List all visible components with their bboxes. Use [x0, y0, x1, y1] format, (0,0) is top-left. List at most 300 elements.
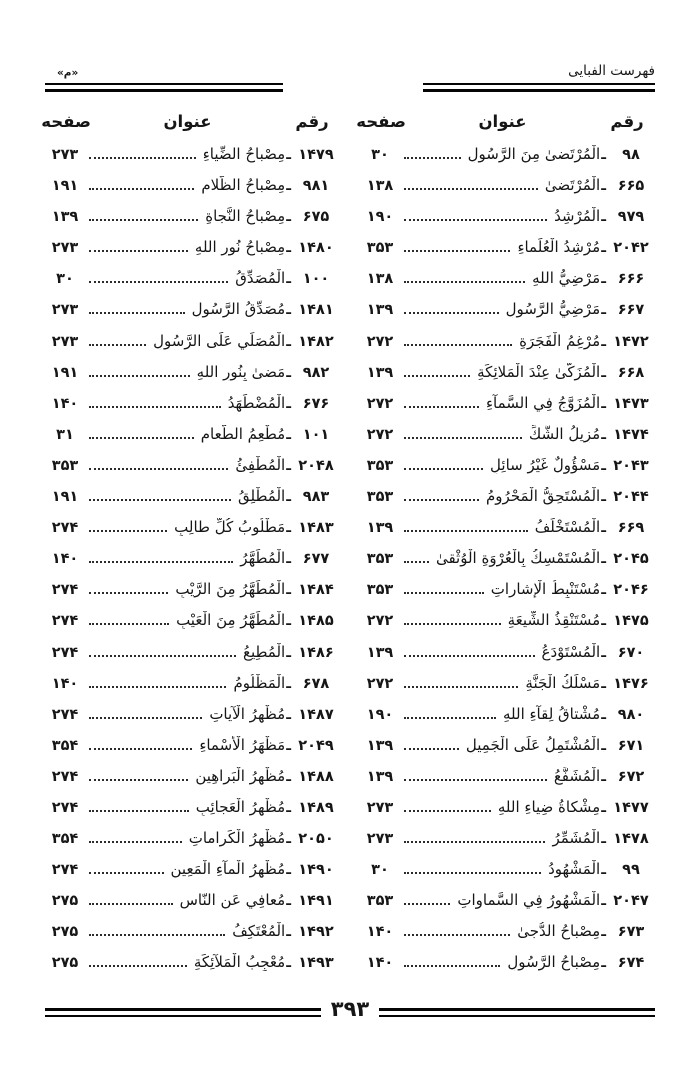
column-header-page: صفحه [41, 112, 91, 131]
entry-page-number: ۱۳۸ [366, 271, 394, 288]
entry-page-number: ۱۴۰ [51, 675, 79, 692]
entry-page-number: ۲۷۳ [366, 799, 394, 816]
entry-dash: ـ [601, 924, 606, 941]
entry-dash: ـ [286, 457, 291, 474]
index-entry-row [45, 456, 340, 487]
entry-page-number: ۲۷۵ [51, 893, 79, 910]
entry-title: الْمُطْلِقُ [238, 487, 286, 506]
dot-leader [89, 155, 196, 159]
entry-page-number: ۲۷۵ [51, 955, 79, 972]
dot-leader [89, 808, 189, 812]
entry-number: ۱۴۸۸ [298, 768, 334, 785]
entry-dash: ـ [286, 551, 291, 568]
entry-dash: ـ [601, 737, 606, 754]
index-entry-row [45, 238, 340, 269]
entry-page-number: ۱۳۹ [366, 644, 394, 661]
entry-title: مُشْتاقُ لِقآءِ اللهِ [502, 704, 601, 723]
index-entry-row [45, 860, 340, 891]
index-entry-row [360, 767, 655, 798]
dot-leader [404, 901, 450, 905]
entry-number: ۱۴۷۸ [613, 831, 649, 848]
entry-dash: ـ [601, 831, 606, 848]
entry-title: الْمُرْتَضىٰ [544, 176, 601, 195]
entry-number: ۱۴۸۵ [298, 613, 334, 630]
index-entry-row [360, 269, 655, 300]
entry-number: ۱۴۹۲ [298, 924, 334, 941]
entry-dash: ـ [601, 147, 606, 163]
index-entry-row [360, 238, 655, 269]
dot-leader [89, 497, 231, 501]
entry-dash: ـ [601, 520, 606, 537]
index-entry-row [360, 922, 655, 953]
page-footer [45, 997, 655, 1023]
dot-leader [404, 963, 500, 967]
entry-page-number: ۲۷۲ [366, 426, 394, 443]
entry-dash: ـ [601, 675, 606, 692]
dot-leader [404, 932, 510, 936]
entry-page-number: ۳۵۳ [366, 489, 394, 506]
entry-page-number: ۲۷۲ [366, 675, 394, 692]
dot-leader [89, 559, 233, 563]
index-entry-row [45, 767, 340, 798]
dot-leader [404, 497, 479, 501]
entry-dash: ـ [286, 333, 291, 350]
dot-leader [89, 870, 164, 874]
entry-dash: ـ [601, 489, 606, 506]
index-title: فهرست الفبایی [568, 63, 655, 79]
dot-leader [404, 310, 499, 314]
entry-dash: ـ [286, 395, 291, 412]
entry-number: ۱۴۷۷ [613, 799, 649, 816]
entry-dash: ـ [286, 240, 291, 257]
entry-dash: ـ [601, 240, 606, 257]
index-entry-row [360, 487, 655, 518]
entry-number: ۱۴۹۰ [298, 862, 334, 879]
dot-leader [89, 248, 188, 252]
entry-dash: ـ [601, 426, 606, 443]
entry-page-number: ۲۷۲ [366, 333, 394, 350]
entry-page-number: ۲۷۴ [51, 799, 79, 816]
entry-page-number: ۱۹۱ [51, 489, 79, 506]
entry-title: الْمُسْتَوْدَعُ [541, 642, 601, 661]
dot-leader [404, 404, 479, 408]
entry-dash: ـ [601, 178, 606, 195]
index-entry-row [45, 798, 340, 829]
dot-leader [89, 746, 192, 750]
running-head [45, 62, 655, 92]
entry-title: مِصْباحُ النَّجاةِ [205, 207, 286, 226]
index-entry-row [45, 643, 340, 674]
entry-dash: ـ [601, 364, 606, 381]
dot-leader [404, 435, 522, 439]
entry-number: ۶۷۴ [617, 955, 645, 972]
dot-leader [404, 373, 470, 377]
folio-page-number: ۳۹۳ [330, 997, 370, 1021]
entry-dash: ـ [286, 924, 291, 941]
dot-leader [404, 528, 528, 532]
entry-title: مَطْلُوبُ كُلِّ طالِبٍ [174, 518, 286, 537]
column-header-number: رقم [295, 112, 329, 131]
entry-number: ۲۰۴۷ [613, 893, 649, 910]
entry-number: ۱۴۷۶ [613, 675, 649, 692]
entry-page-number: ۲۷۴ [51, 644, 79, 661]
entry-page-number: ۲۷۲ [366, 613, 394, 630]
entry-number: ۹۸۱ [302, 178, 330, 195]
index-entry-row [45, 953, 340, 984]
entry-page-number: ۳۵۳ [366, 582, 394, 599]
index-entry-row [360, 674, 655, 705]
dot-leader [404, 715, 496, 719]
index-entry-row [45, 332, 340, 363]
entry-title: مِصْباحُ الرَّسُولِ [507, 953, 601, 972]
entry-title: مُطْعِمُ الطَّعامِ [200, 424, 286, 443]
entry-number: ۲۰۴۵ [613, 551, 649, 568]
entry-number: ۹۸۳ [302, 489, 330, 506]
dot-leader [89, 373, 190, 377]
entry-number: ۱۴۷۲ [613, 333, 649, 350]
dot-leader [404, 342, 512, 346]
index-entry-row [45, 829, 340, 860]
dot-leader [89, 590, 168, 594]
index-entry-row [360, 860, 655, 891]
entry-title: الْمُسْتَخْلَفُ [534, 518, 601, 537]
entry-number: ۱۴۷۹ [298, 147, 334, 163]
entry-page-number: ۲۷۴ [51, 768, 79, 785]
column-header-title: عنوان [478, 112, 527, 131]
index-entry-row [45, 176, 340, 207]
entry-title: الْمُضْطَهَدُ [227, 393, 286, 412]
entry-title: مُظْهِرُ الْمآءِ الْمَعِينِ [170, 860, 286, 879]
index-entry-row [360, 829, 655, 860]
footer-rule-right [379, 1008, 655, 1017]
entry-dash: ـ [286, 178, 291, 195]
index-entry-row [360, 300, 655, 331]
entry-dash: ـ [601, 799, 606, 816]
dot-leader [89, 186, 194, 190]
dot-leader [89, 435, 194, 439]
entry-number: ۱۴۸۱ [298, 302, 334, 319]
entry-dash: ـ [286, 644, 291, 661]
entry-page-number: ۱۳۹ [366, 768, 394, 785]
entry-number: ۶۷۰ [617, 644, 645, 661]
index-entry-row [45, 922, 340, 953]
entry-number: ۲۰۴۹ [298, 737, 334, 754]
entry-number: ۱۴۸۴ [298, 582, 334, 599]
index-entry-row [45, 487, 340, 518]
dot-leader [404, 777, 547, 781]
entry-title: الْمُطِيعُ [242, 642, 286, 661]
entry-title: مُظْهِرُ الْآياتِ [209, 704, 286, 723]
entry-title: الْمُصَلِّي عَلَى الرَّسُولِ [153, 331, 286, 350]
entry-page-number: ۲۷۳ [51, 147, 79, 163]
entry-page-number: ۱۹۰ [366, 706, 394, 723]
entry-title: مُظْهِرُ الْبَراهِينِ [195, 766, 286, 785]
index-entry-row [45, 145, 340, 176]
entry-number: ۶۷۵ [302, 209, 330, 226]
index-entry-row [45, 425, 340, 456]
running-head-left [45, 67, 283, 92]
index-entry-row [45, 207, 340, 238]
index-column-right [356, 112, 655, 985]
entry-page-number: ۲۷۴ [51, 613, 79, 630]
entry-page-number: ۲۷۵ [51, 924, 79, 941]
entry-number: ۹۹ [622, 862, 640, 879]
entry-dash: ـ [286, 520, 291, 537]
running-head-right [423, 62, 655, 92]
dot-leader [89, 901, 173, 905]
index-entry-row [360, 798, 655, 829]
entry-number: ۹۸۲ [302, 364, 330, 381]
entry-page-number: ۱۹۱ [51, 178, 79, 195]
entry-number: ۶۶۶ [617, 271, 645, 288]
entry-number: ۶۶۵ [617, 178, 645, 195]
dot-leader [404, 621, 501, 625]
entry-number: ۱۴۷۵ [613, 613, 649, 630]
index-entry-row [45, 518, 340, 549]
entry-page-number: ۲۷۴ [51, 520, 79, 537]
dot-leader [404, 248, 510, 252]
entry-dash: ـ [286, 209, 291, 226]
entry-title: الْمُطَهَّرُ مِنَ الْعَيْبِ [176, 611, 286, 630]
entry-number: ۱۴۸۶ [298, 644, 334, 661]
entry-page-number: ۳۵۴ [51, 831, 79, 848]
index-column-left [41, 112, 340, 985]
entry-title: الْمُصَدِّقُ [235, 269, 286, 288]
entry-page-number: ۳۵۳ [366, 551, 394, 568]
entry-page-number: ۱۳۹ [366, 302, 394, 319]
dot-leader [404, 653, 535, 657]
entry-page-number: ۲۷۴ [51, 582, 79, 599]
entry-title: الْمُشْتَمِلُ عَلَى الْجَمِيلِ [465, 735, 601, 754]
entry-dash: ـ [286, 489, 291, 506]
entry-title: الْمُزَكّىٰ عِنْدَ الْمَلائِكَةِ [477, 362, 601, 381]
index-entry-row [45, 300, 340, 331]
entry-dash: ـ [601, 302, 606, 319]
index-entry-row [360, 363, 655, 394]
entry-page-number: ۱۴۰ [366, 924, 394, 941]
entry-page-number: ۳۵۴ [51, 737, 79, 754]
dot-leader [89, 715, 202, 719]
entry-page-number: ۳۵۳ [366, 240, 394, 257]
entry-title: مَظْهَرُ الْأَسْماءِ [199, 735, 286, 754]
index-entry-row [360, 332, 655, 363]
entry-dash: ـ [286, 426, 291, 443]
header-rule-left [45, 83, 283, 92]
entry-title: مَضىٰ بِنُورِ اللهِ [196, 362, 286, 381]
entry-dash: ـ [601, 395, 606, 412]
entry-number: ۲۰۵۰ [298, 831, 334, 848]
entry-title: الْمَظْلُومُ [233, 673, 286, 692]
entry-title: مِصْباحُ الظَّلامِ [201, 176, 286, 195]
index-entry-row [360, 176, 655, 207]
entry-dash: ـ [286, 613, 291, 630]
entry-dash: ـ [286, 862, 291, 879]
entry-title: مِصْباحُ الضِّياءِ [202, 145, 286, 163]
entry-page-number: ۳۰ [371, 147, 389, 163]
entry-dash: ـ [601, 333, 606, 350]
entry-title: مِصْباحُ نُورِ اللهِ [194, 238, 286, 257]
index-entry-row [45, 549, 340, 580]
column-header-left [41, 112, 340, 145]
column-header-number: رقم [610, 112, 644, 131]
dot-leader [404, 466, 483, 470]
index-entry-row [360, 891, 655, 922]
entry-page-number: ۱۳۹ [366, 520, 394, 537]
dot-leader [89, 279, 228, 283]
dot-leader [89, 932, 225, 936]
entry-dash: ـ [286, 271, 291, 288]
entry-title: الْمُشَمِّرُ [552, 829, 601, 848]
entry-dash: ـ [601, 644, 606, 661]
dot-leader [89, 310, 185, 314]
index-entry-row [45, 611, 340, 642]
entry-number: ۲۰۴۲ [613, 240, 649, 257]
column-header-page: صفحه [356, 112, 406, 131]
index-entry-row [360, 549, 655, 580]
entry-title: مُعْجِبُ الْمَلآئِكَةِ [193, 953, 286, 972]
entry-dash: ـ [601, 457, 606, 474]
index-columns [41, 112, 655, 985]
entry-page-number: ۱۳۹ [366, 737, 394, 754]
entry-dash: ـ [286, 675, 291, 692]
entry-dash: ـ [601, 955, 606, 972]
entry-dash: ـ [286, 737, 291, 754]
index-entry-row [360, 643, 655, 674]
entry-dash: ـ [286, 302, 291, 319]
column-header-right [356, 112, 655, 145]
entry-page-number: ۲۷۴ [51, 862, 79, 879]
index-entry-row [45, 705, 340, 736]
entry-page-number: ۱۴۰ [366, 955, 394, 972]
entry-page-number: ۱۴۰ [51, 551, 79, 568]
section-letter-marker: «م» [57, 67, 79, 80]
entry-title: مُرْغِمُ الْفَجَرَةِ [519, 331, 601, 350]
entry-title: مُسْتَنْبِطُ الْإِشاراتِ [490, 580, 601, 599]
entry-page-number: ۲۷۳ [51, 333, 79, 350]
dot-leader [404, 279, 525, 283]
column-header-title: عنوان [163, 112, 212, 131]
entry-title: الْمُطَهَّرُ [240, 549, 286, 568]
entry-page-number: ۳۰ [56, 271, 74, 288]
index-entry-row [360, 736, 655, 767]
index-entry-row [360, 953, 655, 984]
entry-dash: ـ [286, 799, 291, 816]
entry-number: ۲۰۴۳ [613, 457, 649, 474]
entry-page-number: ۲۷۳ [51, 240, 79, 257]
entry-dash: ـ [286, 831, 291, 848]
entry-title: الْمُرْشِدُ [554, 207, 601, 226]
entry-page-number: ۱۹۰ [366, 209, 394, 226]
entry-page-number: ۲۷۴ [51, 706, 79, 723]
entry-page-number: ۱۳۹ [51, 209, 79, 226]
dot-leader [89, 653, 236, 657]
entry-number: ۱۴۸۹ [298, 799, 334, 816]
index-entry-row [360, 580, 655, 611]
entry-number: ۶۷۱ [617, 737, 645, 754]
entry-number: ۱۰۰ [302, 271, 330, 288]
dot-leader [404, 839, 545, 843]
entry-number: ۱۴۷۳ [613, 395, 649, 412]
entry-title: مِصْباحُ الدُّجىٰ [517, 922, 601, 941]
entry-dash: ـ [286, 893, 291, 910]
dot-leader [404, 217, 547, 221]
entry-number: ۱۴۹۳ [298, 955, 334, 972]
dot-leader [404, 746, 459, 750]
index-entry-row [45, 736, 340, 767]
entry-number: ۶۷۳ [617, 924, 645, 941]
entry-number: ۶۷۶ [302, 395, 330, 412]
index-entry-row [360, 456, 655, 487]
entry-title: مَرْضِيُّ اللهِ [532, 269, 601, 288]
entry-title: مُعافِي عَنِ النّاسِ [179, 891, 286, 910]
entry-title: مُظْهِرُ الْكَراماتِ [188, 829, 286, 848]
entry-number: ۲۰۴۶ [613, 582, 649, 599]
dot-leader [89, 963, 187, 967]
entry-number: ۹۷۹ [617, 209, 645, 226]
entry-page-number: ۱۴۰ [51, 395, 79, 412]
index-rows-left [45, 145, 340, 985]
index-rows-right [360, 145, 655, 985]
index-entry-row [45, 363, 340, 394]
dot-leader [89, 404, 221, 408]
entry-number: ۱۴۸۲ [298, 333, 334, 350]
index-entry-row [360, 611, 655, 642]
entry-title: مَسْؤُولٌ غَيْرُ سائِلٍ [490, 455, 601, 474]
entry-page-number: ۲۷۲ [366, 395, 394, 412]
entry-title: الْمَشْهُودُ [548, 860, 601, 879]
index-entry-row [45, 269, 340, 300]
entry-title: الْمُزَوَّجُ فِي السَّمآءِ [485, 393, 601, 412]
entry-number: ۱۴۹۱ [298, 893, 334, 910]
entry-number: ۶۷۲ [617, 768, 645, 785]
header-rule-right [423, 83, 655, 92]
entry-title: الْمُشَفَّعُ [553, 766, 601, 785]
entry-page-number: ۱۹۱ [51, 364, 79, 381]
index-entry-row [45, 674, 340, 705]
entry-dash: ـ [286, 582, 291, 599]
entry-page-number: ۲۷۳ [51, 302, 79, 319]
entry-dash: ـ [601, 209, 606, 226]
entry-number: ۹۸ [622, 147, 640, 163]
dot-leader [404, 590, 484, 594]
entry-number: ۱۰۱ [302, 426, 330, 443]
index-entry-row [45, 580, 340, 611]
dot-leader [89, 777, 188, 781]
entry-number: ۶۶۸ [617, 364, 645, 381]
entry-number: ۱۴۸۰ [298, 240, 334, 257]
entry-title: مُزِيلُ الشَّكِّ [528, 424, 601, 443]
index-entry-row [360, 145, 655, 176]
entry-title: الْمُطَهَّرُ مِنَ الرَّيْبِ [175, 580, 286, 599]
entry-page-number: ۳۵۳ [366, 457, 394, 474]
entry-dash: ـ [286, 706, 291, 723]
index-entry-row [45, 891, 340, 922]
entry-number: ۶۶۷ [617, 302, 645, 319]
entry-number: ۶۷۸ [302, 675, 330, 692]
index-entry-row [360, 394, 655, 425]
dot-leader [404, 186, 538, 190]
entry-title: مَرْضِيُّ الرَّسُولِ [505, 300, 601, 319]
dot-leader [404, 684, 518, 688]
index-entry-row [360, 705, 655, 736]
dot-leader [404, 870, 541, 874]
entry-title: مُظْهِرُ الْعَجائِبِ [195, 797, 286, 816]
index-entry-row [360, 425, 655, 456]
entry-title: مُصَدِّقُ الرَّسُولِ [191, 300, 286, 319]
entry-dash: ـ [601, 862, 606, 879]
dot-leader [89, 528, 167, 532]
entry-title: الْمُعْتَكِفُ [232, 922, 286, 941]
